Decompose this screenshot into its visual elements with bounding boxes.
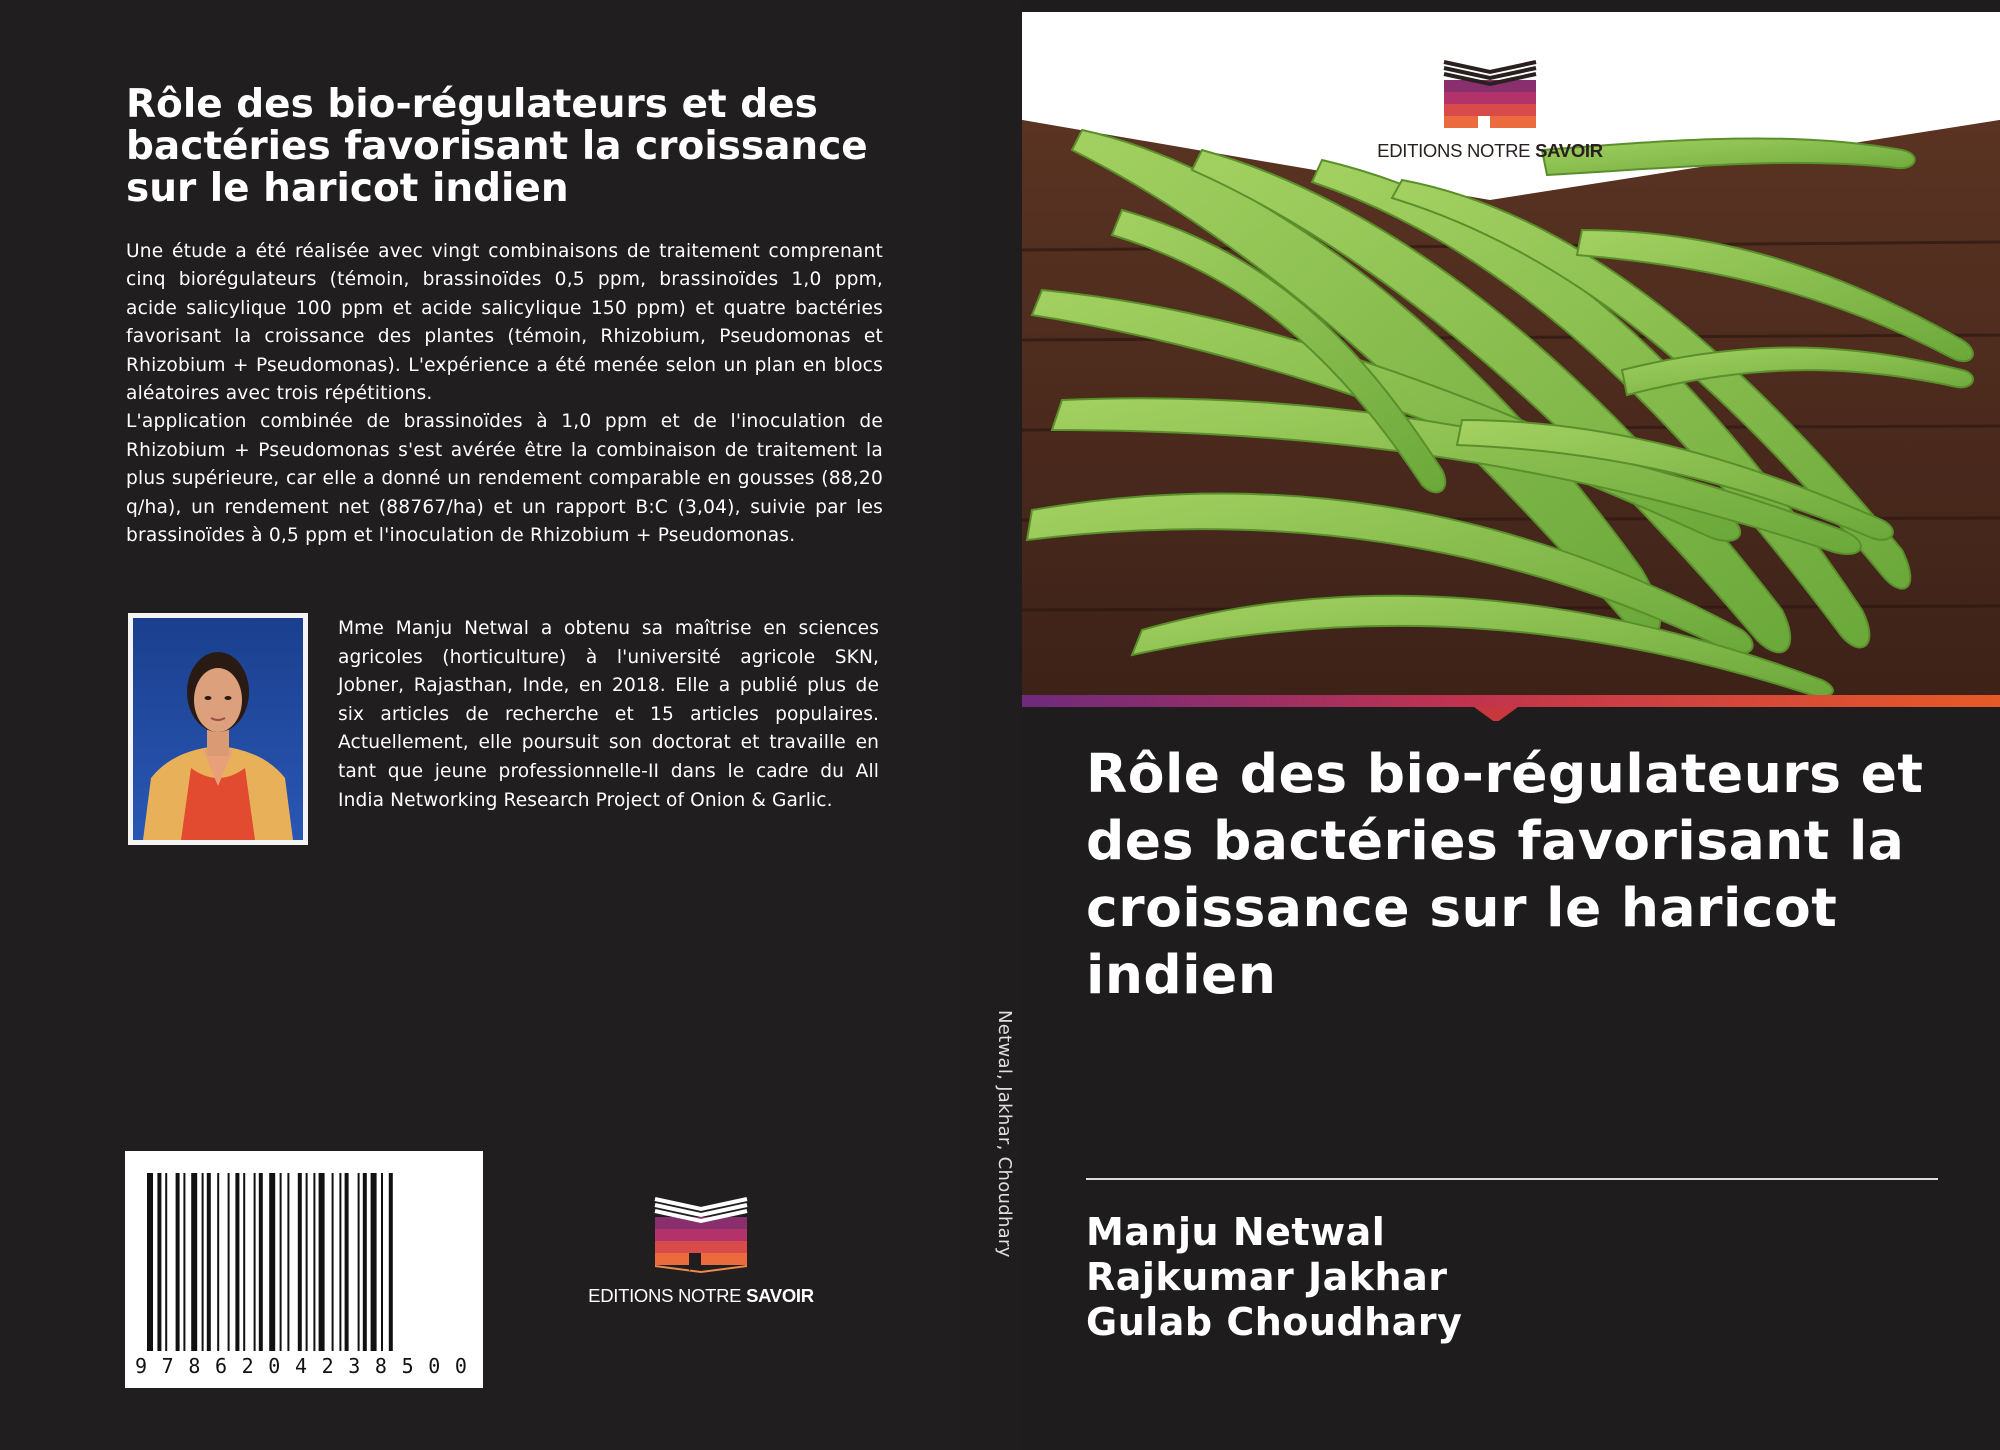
spine-authors: Netwal, Jakhar, Choudhary [994,1010,1015,1258]
barcode-digit: 0 [268,1354,287,1378]
barcode-digit: 2 [321,1354,340,1378]
barcode-digit: 2 [241,1354,260,1378]
barcode-digit: 7 [161,1354,180,1378]
author-portrait-icon [133,618,303,840]
barcode-digit: 0 [454,1354,473,1378]
front-cover-title: Rôle des bio-régulateurs et des bactéries favorisant la croissance sur le haricot indien [1086,742,1924,1006]
front-logo-text: EDITIONS NOTRE SAVOIR [1377,140,1603,161]
barcode-bars-icon [125,1151,483,1388]
barcode-digits [135,1354,473,1378]
author-name: Manju Netwal [1086,1210,1386,1254]
back-publisher-logo [585,1195,817,1315]
green-beans-photo [1022,90,2000,695]
publisher-book-icon [585,1195,817,1280]
barcode-digit: 0 [428,1354,447,1378]
blurb-paragraph-1: Une étude a été réalisée avec vingt combinaisons de traitement comprenant cinq biorégulateurs (témoin, brassinoïdes 0,5 ppm, brassinoïdes 1,0 ppm, acide salicylique 100 ppm et acide salicylique 150 ppm) et quatre bactéries favorisant la croissance des plantes (témoin, Rhizobium, Pseudomonas et Rhizobium + Pseudomonas). L'expérience a été menée selon un plan en blocs aléatoires avec trois répétitions. [126,241,883,405]
gradient-band [1022,695,2000,721]
back-cover-title: Rôle des bio-régulateurs et des bactéries favorisant la croissance sur le haricot indien [126,82,868,211]
barcode-digit: 8 [374,1354,393,1378]
barcode-digit: 8 [188,1354,207,1378]
author-bio: Mme Manju Netwal a obtenu sa maîtrise en sciences agricoles (horticulture) à l'université agricole SKN, Jobner, Rajasthan, Inde, en 2018. Elle a publié plus de six articles de recherche et 15 articles populaires. Actuellement, elle poursuit son doctorat et travaille en tant que jeune professionnelle-II dans le cadre du All India Networking Research Project of Onion & Garlic. [338,618,879,811]
isbn-barcode [125,1151,483,1388]
blurb-paragraph-2: L'application combinée de brassinoïdes à 1,0 ppm et de l'inoculation de Rhizobium + Pseudomonas s'est avérée être la combinaison de traitement la plus supérieure, car elle a donné un rendement comparable en gousses (88,20 q/ha), un rendement net (88767/ha) et un rapport B:C (3,04), suivie par les brassinoïdes à 0,5 ppm et l'inoculation de Rhizobium + Pseudomonas. [126,411,883,547]
front-publisher-book-icon [1430,58,1550,138]
back-logo-text: EDITIONS NOTRE SAVOIR [588,1285,814,1306]
barcode-digit: 9 [135,1354,154,1378]
author-name: Gulab Choudhary [1086,1300,1463,1344]
barcode-digit: 3 [348,1354,367,1378]
author-photo [128,613,308,845]
author-list [1086,1210,1462,1345]
author-name: Rajkumar Jakhar [1086,1255,1448,1299]
barcode-digit: 5 [401,1354,420,1378]
barcode-digit: 6 [214,1354,234,1378]
barcode-digit: 4 [294,1354,313,1378]
back-cover-blurb [126,238,883,550]
title-divider [1086,1178,1938,1180]
front-cover [1022,0,2000,1450]
